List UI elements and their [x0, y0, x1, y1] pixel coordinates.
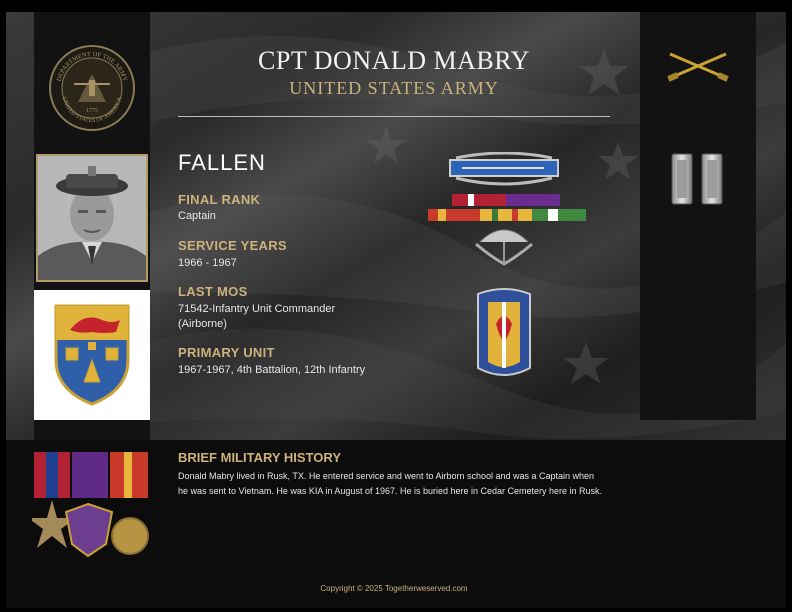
final-rank-value: Captain: [178, 210, 216, 222]
page-title: CPT DONALD MABRY: [258, 46, 530, 75]
brigade-patch-icon: [478, 289, 530, 375]
ribbon-rack-icon: [428, 194, 586, 221]
seal-year: 1775: [86, 108, 98, 114]
portrait-photo: [36, 154, 148, 282]
history-text: [178, 469, 648, 499]
service-years-value: 1966 - 1967: [178, 257, 237, 269]
parachutist-badge-icon: [476, 230, 532, 264]
primary-unit-value: 1967-1967, 4th Battalion, 12th Infantry: [178, 364, 366, 376]
last-mos-label: LAST MOS: [178, 284, 248, 299]
last-mos-value-line2: (Airborne): [178, 318, 227, 330]
medals-icon: [32, 452, 150, 564]
memorial-page: [6, 12, 786, 608]
service-years-label: SERVICE YEARS: [178, 238, 287, 253]
header-divider: [178, 116, 610, 117]
awards-panel: [416, 152, 592, 392]
final-rank-label: FINAL RANK: [178, 192, 261, 207]
combat-infantryman-badge-icon: [450, 153, 558, 184]
last-mos-value: 71542-Infantry Unit Commander: [178, 303, 336, 315]
branch-subtitle: UNITED STATES ARMY: [289, 78, 499, 98]
captain-bars-icon: [668, 152, 726, 206]
status-heading: FALLEN: [178, 150, 266, 175]
history-line-1: Donald Mabry lived in Rusk, TX. He entered service and went to Airborn school and was a Captain when: [178, 471, 595, 481]
footer-copyright: Copyright © 2025 Togetherweserved.com: [320, 584, 468, 593]
history-line-2: he was sent to Vietnam. He was KIA in August of 1967. He is buried here in Cedar Cemetery here in Rusk.: [178, 486, 603, 496]
seal-bottom-text: UNITED STATES OF AMERICA: [60, 96, 124, 125]
army-seal-icon: [48, 44, 136, 132]
unit-crest-icon: [34, 290, 150, 420]
crossed-rifles-icon: [666, 48, 730, 84]
history-title: BRIEF MILITARY HISTORY: [178, 450, 341, 465]
primary-unit-label: PRIMARY UNIT: [178, 345, 275, 360]
seal-top-text: DEPARTMENT OF THE ARMY: [55, 50, 129, 83]
